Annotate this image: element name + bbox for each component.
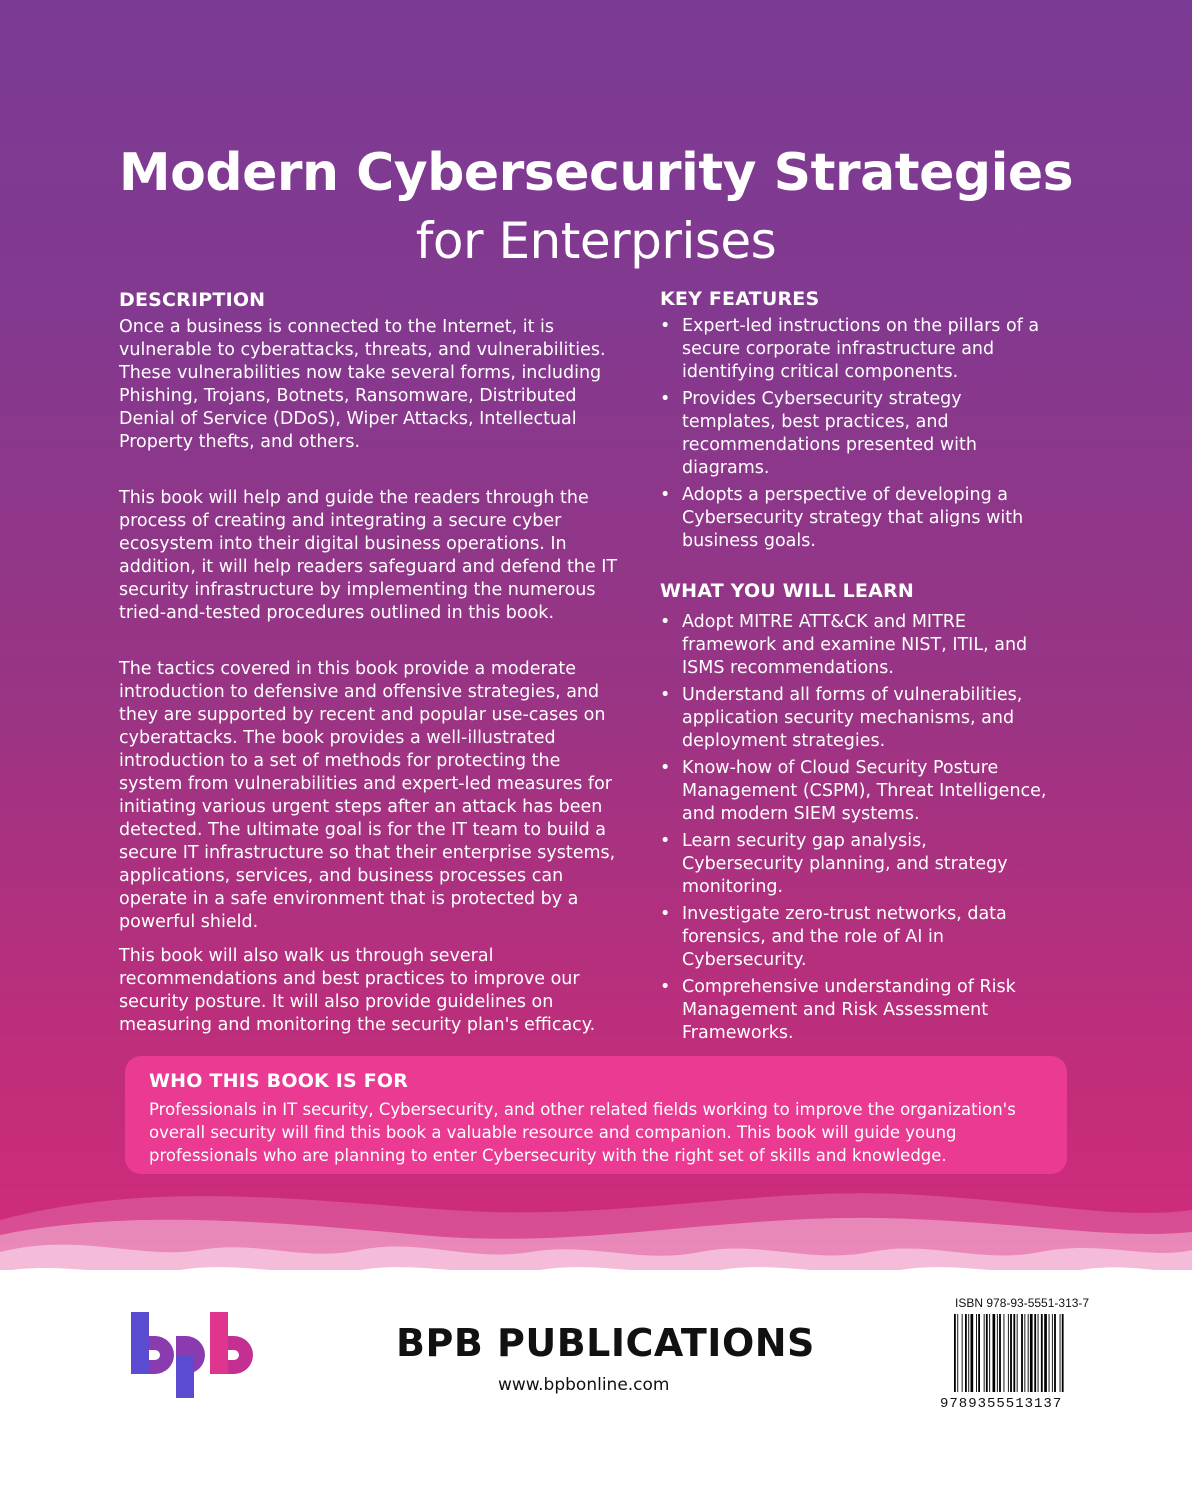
- key-features-list: [660, 315, 1050, 557]
- description-paragraph-3: The tactics covered in this book provide a moderate introduction to defensive and offensive strategies, and they are supported by recent and popular use-cases on cyberattacks. The book provides a well-illustrated introduction to a set of methods for protecting the system from vulnerabilities and expert-led measures for initiating various urgent steps after an attack has been detected. The ultimate goal is for the IT team to build a secure IT infrastructure so that their enterprise systems, applications, services, and business processes can operate in a safe environment that is protected by a powerful shield.: [119, 659, 616, 932]
- audience-heading: WHO THIS BOOK IS FOR: [149, 1070, 409, 1092]
- audience-box: [125, 1056, 1067, 1174]
- publisher-url[interactable]: www.bpbonline.com: [498, 1375, 670, 1395]
- publisher-name: BPB PUBLICATIONS: [396, 1321, 815, 1365]
- book-title-line1: Modern Cybersecurity Strategies: [118, 143, 1074, 203]
- key-feature-item: • Expert-led instructions on the pillars of a secure corporate infrastructure and identifying critical components.: [660, 315, 1050, 384]
- learn-heading: WHAT YOU WILL LEARN: [660, 580, 914, 602]
- isbn-label: ISBN 978-93-5551-313-7: [955, 1296, 1090, 1310]
- learn-list: [660, 611, 1050, 1049]
- learn-item: • Investigate zero-trust networks, data forensics, and the role of AI in Cybersecurity.: [660, 903, 1050, 972]
- description-heading: DESCRIPTION: [119, 289, 266, 311]
- audience-text: Professionals in IT security, Cybersecurity, and other related fields working to improve the organization's overall security will find this book a valuable resource and companion. This book will guide young professionals who are planning to enter Cybersecurity with the right set of skills and knowledge.: [149, 1100, 1016, 1165]
- learn-item: • Adopt MITRE ATT&CK and MITRE framework and examine NIST, ITIL, and ISMS recommendations.: [660, 611, 1050, 680]
- learn-item: • Comprehensive understanding of Risk Management and Risk Assessment Frameworks.: [660, 976, 1050, 1045]
- learn-item: • Learn security gap analysis, Cybersecurity planning, and strategy monitoring.: [660, 830, 1050, 899]
- description-paragraph-4: This book will also walk us through several recommendations and best practices to improve our security posture. It will also provide guidelines on measuring and monitoring the security plan's efficacy.: [119, 946, 596, 1035]
- barcode-digits: 9789355513137: [940, 1396, 1063, 1412]
- book-title-line2: for Enterprises: [415, 212, 777, 270]
- key-feature-item: • Provides Cybersecurity strategy templates, best practices, and recommendations presented with diagrams.: [660, 388, 1050, 480]
- learn-item: • Know-how of Cloud Security Posture Management (CSPM), Threat Intelligence, and modern SIEM systems.: [660, 757, 1050, 826]
- learn-item: • Understand all forms of vulnerabilities, application security mechanisms, and deployment strategies.: [660, 684, 1050, 753]
- bpb-logo: [128, 1306, 263, 1401]
- key-feature-item: • Adopts a perspective of developing a Cybersecurity strategy that aligns with business goals.: [660, 484, 1050, 553]
- wave-decoration: [0, 1180, 1192, 1270]
- description-paragraph-2: This book will help and guide the readers through the process of creating and integrating a secure cyber ecosystem into their digital business operations. In addition, it will help readers safeguard and defend the IT security infrastructure by implementing the numerous tried-and-tested procedures outlined in this book.: [119, 488, 618, 623]
- description-paragraph-1: Once a business is connected to the Internet, it is vulnerable to cyberattacks, threats, and vulnerabilities. These vulnerabilities now take several forms, including Phishing, Trojans, Botnets, Ransomware, Distributed Denial of Service (DDoS), Wiper Attacks, Intellectual Property thefts, and others.: [119, 317, 606, 452]
- key-features-heading: KEY FEATURES: [660, 288, 820, 310]
